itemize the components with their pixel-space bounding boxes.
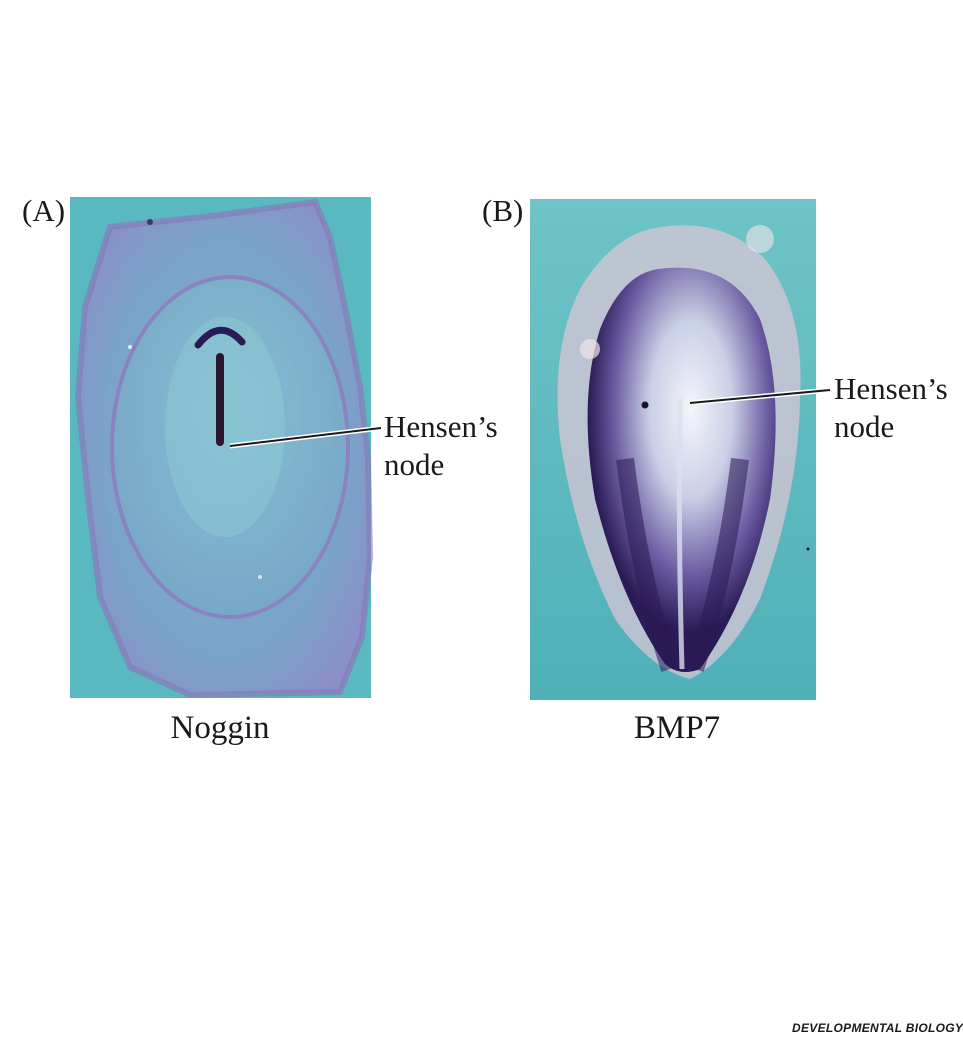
hensens-node-label-a (384, 408, 498, 484)
panel-a-caption: Noggin (170, 710, 270, 746)
hensens-node-label-b (834, 370, 948, 446)
noggin-embryo-photo (70, 197, 371, 698)
callout-line1: Hensen’s (834, 371, 948, 406)
footer-credit: DEVELOPMENTAL BIOLOGY (792, 1021, 963, 1035)
panel-a-label: (A) (22, 193, 66, 228)
panel-b-label: (B) (482, 193, 524, 228)
bmp7-embryo-photo (530, 199, 816, 700)
callout-line2: node (384, 447, 445, 482)
callout-line2: node (834, 409, 895, 444)
callout-line1: Hensen’s (384, 409, 498, 444)
panel-b-caption: BMP7 (633, 710, 721, 746)
